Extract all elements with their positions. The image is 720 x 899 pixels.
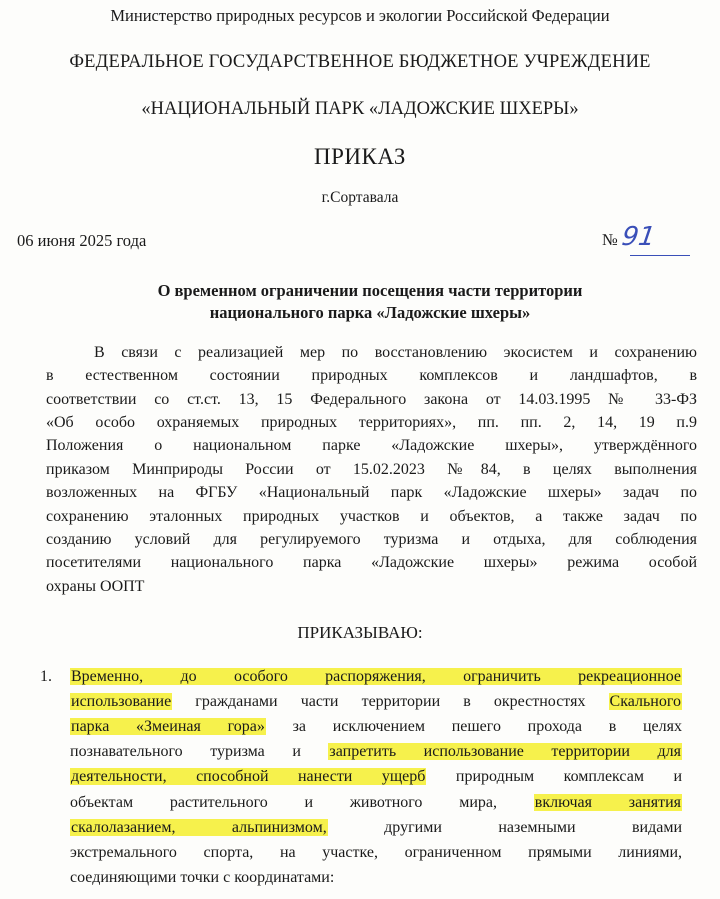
highlighted-text: парка «Змеиная гора» (71, 718, 265, 735)
item-line: соединяющими точки с координатами: (70, 869, 335, 886)
item-text: объектам растительного и животного мира, (70, 794, 534, 811)
item-line (70, 693, 682, 711)
item-text: за исключением пешего прохода в целях (265, 718, 683, 735)
document-date: 06 июня 2025 года (17, 231, 147, 250)
preamble-line: приказом Минприроды России от 15.02.2023 №84, в целях выполнения (46, 461, 697, 478)
preamble-line: созданию условий для регулируемого туризма и отдыха, для соблюдения (46, 531, 697, 548)
item-line (70, 743, 682, 761)
subject-line-1: О временном ограничении посещения части территории (157, 281, 583, 300)
highlighted-text: включая занятия (534, 794, 682, 811)
item-text: гражданами части территории в окрестностях (172, 693, 609, 710)
ministry-name: Министерство природных ресурсов и экологии Российской Федерации (110, 6, 610, 25)
item-line (70, 819, 682, 837)
preamble-line: сохранению эталонных природных участков и объектов, а также задач по (46, 508, 697, 525)
organization-line-1: ФЕДЕРАЛЬНОЕ ГОСУДАРСТВЕННОЕ БЮДЖЕТНОЕ УЧРЕЖДЕНИЕ (69, 52, 651, 72)
preamble-line: возложенных на ФГБУ «Национальный парк «Ладожские шхеры» задач по (46, 484, 697, 501)
item-line (70, 768, 682, 786)
preamble-line: В связи с реализацией мер по восстановлению экосистем и сохранению (94, 344, 697, 361)
item-number: 1. (40, 668, 52, 685)
item-text: другими наземными видами (327, 819, 683, 836)
item-text: познавательного туризма и (70, 743, 329, 760)
handwritten-number: 91 (619, 222, 657, 252)
highlighted-text: использование (71, 693, 172, 710)
highlighted-text: деятельности, способной нанести ущерб (71, 768, 426, 785)
item-text: природным комплексам и (426, 768, 683, 785)
preamble-line: соответствии со ст.ст. 13, 15 Федерального закона от 14.03.1995 № 33-ФЗ (46, 391, 697, 408)
highlighted-text: скалолазанием, альпинизмом, (71, 819, 327, 836)
preamble-line: в естественном состоянии природных комплексов и ландшафтов, в (46, 367, 697, 384)
highlighted-text: Временно, до особого распоряжения, ограничить рекреационное (71, 668, 681, 685)
item-line (70, 718, 682, 736)
highlighted-text: запретить использование территории для (329, 743, 681, 760)
number-label: № (602, 230, 618, 249)
preamble-line: Положения о национальном парке «Ладожские шхеры», утверждённого (46, 437, 697, 454)
item-line (70, 794, 682, 812)
subject-line-2: национального парка «Ладожские шхеры» (209, 303, 531, 322)
organization-line-2: «НАЦИОНАЛЬНЫЙ ПАРК «ЛАДОЖСКИЕ ШХЕРЫ» (141, 99, 579, 119)
preamble-line: охраны ООПТ (46, 578, 145, 595)
city: г.Сортавала (321, 189, 399, 206)
preamble-line: посетителями национального парка «Ладожские шхеры» режима особой (46, 554, 697, 571)
highlighted-text: Скального (609, 693, 681, 710)
number-underline (630, 255, 690, 256)
preamble-line: «Об особо охраняемых природных территориях», пп. пп. 2, 14, 19 п.9 (46, 414, 697, 431)
document-number (602, 222, 655, 252)
order-heading: ПРИКАЗЫВАЮ: (297, 623, 423, 642)
item-line: экстремального спорта, на участке, ограниченном прямыми линиями, (70, 844, 682, 861)
document-type: ПРИКАЗ (314, 144, 406, 169)
item-line (70, 668, 682, 686)
